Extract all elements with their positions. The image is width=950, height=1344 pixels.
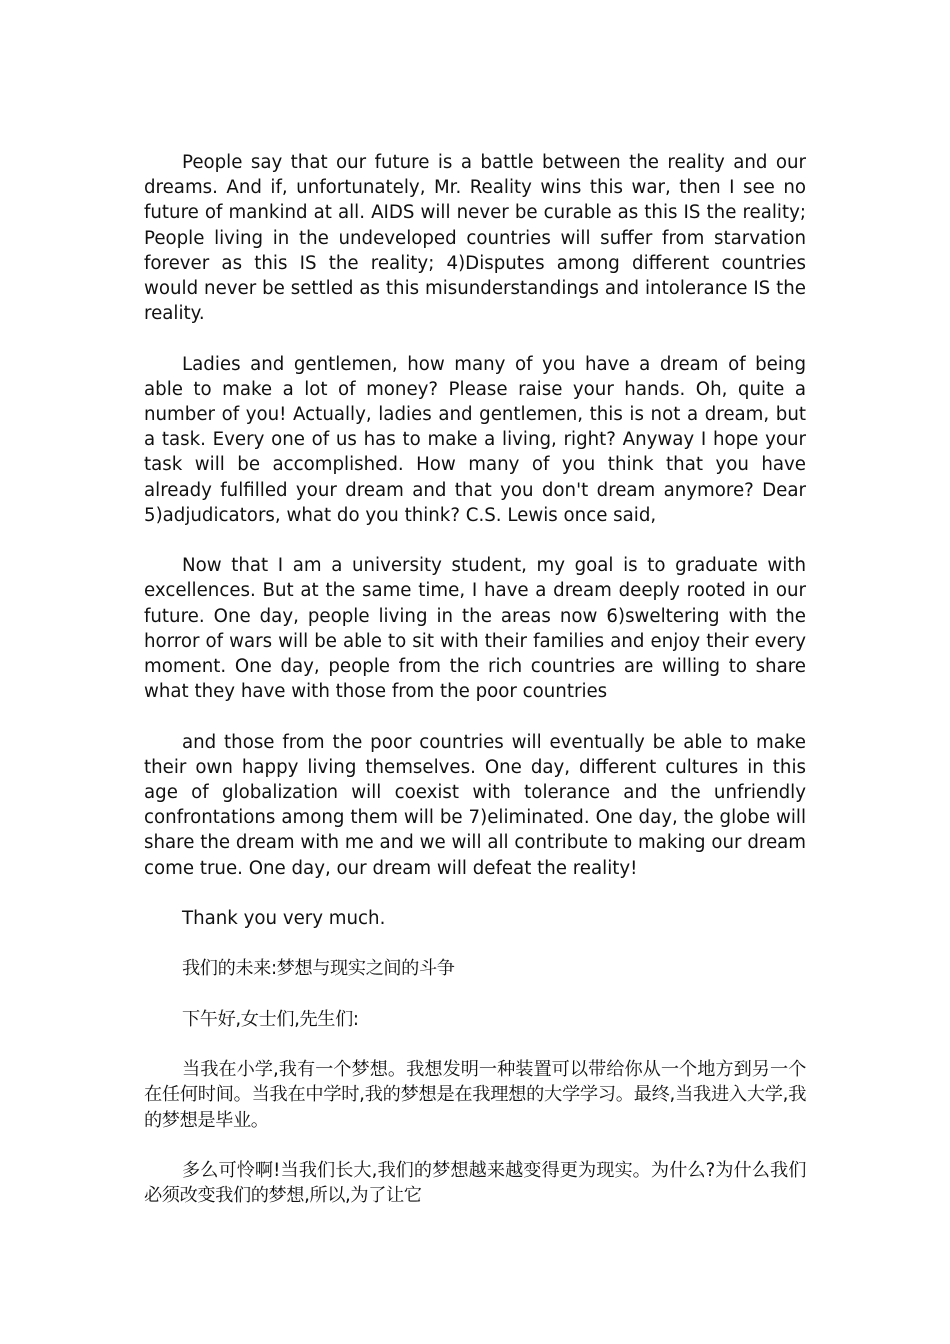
paragraph-one-day: and those from the poor countries will eventually be able to make their own happy living themselves. One day, different cultures in this age of globalization will coexist with tolerance and the unfriendly confrontations among them will be 7)eliminated. One day, the globe will share the dream with me and we will all contribute to making our dream come true. One day, our dream will defeat the reality! [144,731,806,879]
document-page [144,150,806,1234]
paragraph-money-dream: Ladies and gentlemen, how many of you have a dream of being able to make a lot of money? Please raise your hands. Oh, quite a number of you! Actually, ladies and gentlemen, this is not a dream, but a task. Every one of us has to make a living, right? Anyway I hope your task will be accomplished. How many of you think that you have already fulfilled your dream and that you don't dream anymore? Dear 5)adjudicators, what do you think? C.S. Lewis once said, [144,353,806,526]
paragraph-cn-greeting: 下午好,女士们,先生们: [182,1008,359,1030]
paragraph-university-dream: Now that I am a university student, my goal is to graduate with excellences. But at the same time, I have a dream deeply rooted in our future. One day, people living in the areas now 6)sweltering with the horror of wars will be able to sit with their families and enjoy their every moment. One day, people from the rich countries are willing to share what they have with those from the poor countries [144,555,806,703]
paragraph-thanks: Thank you very much. [182,908,386,930]
paragraph-cn-childhood: 当我在小学,我有一个梦想。我想发明一种装置可以带给你从一个地方到另一个在任何时间。当我在中学时,我的梦想是在我理想的大学学习。最终,当我进入大学,我的梦想是毕业。 [144,1059,806,1131]
paragraph-cn-growing-up: 多么可怜啊!当我们长大,我们的梦想越来越变得更为现实。为什么?为什么我们必须改变我们的梦想,所以,为了让它 [144,1160,806,1207]
paragraph-cn-title: 我们的未来:梦想与现实之间的斗争 [182,958,455,980]
paragraph-reality-battle: People say that our future is a battle between the reality and our dreams. And if, unfortunately, Mr. Reality wins this war, then I see no future of mankind at all. AIDS will never be curable as this IS the reality; People living in the undeveloped countries will suffer from starvation forever as this IS the reality; 4)Disputes among different countries would never be settled as this misunderstandings and intolerance IS the reality. [144,152,806,325]
